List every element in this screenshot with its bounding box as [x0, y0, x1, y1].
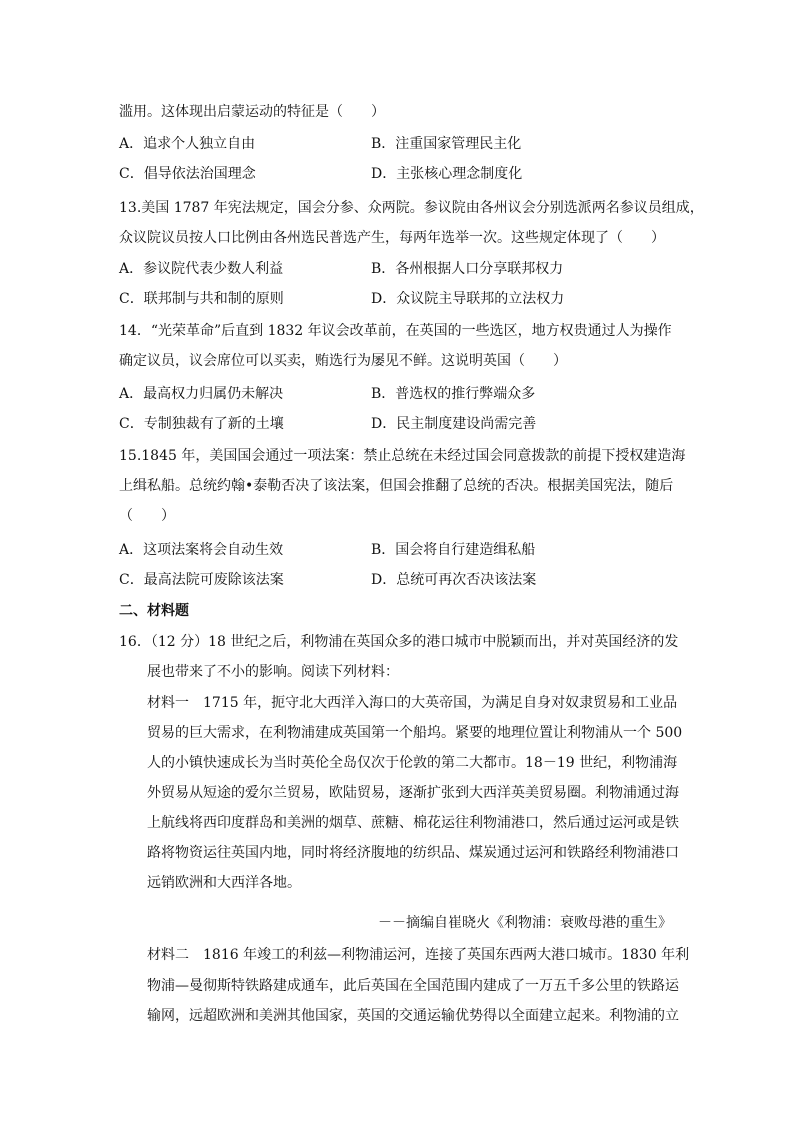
material1-line-5: 上航线将西印度群岛和美洲的烟草、蔗糖、棉花运往利物浦港口，然后通过运河或是铁 [147, 815, 679, 831]
q15-option-b[interactable]: B．国会将自行建造缉私船 [371, 542, 536, 558]
q13-option-c[interactable]: C．联邦制与共和制的原则 [119, 291, 284, 307]
q13-stem-line-2: 众议院议员按人口比例由各州选民普选产生，每两年选举一次。这些规定体现了（ ） [119, 230, 665, 246]
q13-option-d[interactable]: D．众议院主导联邦的立法权力 [371, 291, 565, 307]
material1-line-3: 人的小镇快速成长为当时英伦全岛仅次于伦敦的第二大都市。18－19 世纪，利物浦海 [147, 755, 678, 771]
q14-option-d[interactable]: D．民主制度建设尚需完善 [371, 416, 537, 432]
q16-stem-line-2: 展也带来了不小的影响。阅读下列材料： [147, 664, 399, 680]
q12-option-a[interactable]: A．追求个人独立自由 [119, 136, 256, 152]
q14-stem-line-1: 14．“光荣革命”后直到 1832 年议会改革前，在英国的一些选区，地方权贵通过人为操作 [119, 323, 672, 339]
q15-option-d[interactable]: D．总统可再次否决该法案 [371, 572, 537, 588]
material2-line-1: 材料二 1816 年竣工的利兹—利物浦运河，连接了英国东西两大港口城市。1830 年利 [147, 947, 690, 963]
q15-stem-line-2: 上缉私船。总统约翰•泰勒否决了该法案，但国会推翻了总统的否决。根据美国宪法，随后 [119, 478, 674, 494]
q16-stem-line-1: 16．（12 分）18 世纪之后，利物浦在英国众多的港口城市中脱颖而出，并对英国经济的发 [119, 634, 679, 650]
q12-option-c[interactable]: C．倡导依法治国理念 [119, 166, 256, 182]
material1-line-4: 外贸易从短途的爱尔兰贸易，欧陆贸易，逐渐扩张到大西洋英美贸易圈。利物浦通过海 [147, 785, 679, 801]
section-title: 二、材料题 [119, 603, 189, 619]
material2-line-2: 物浦—曼彻斯特铁路建成通车，此后英国在全国范围内建成了一万五千多公里的铁路运 [147, 978, 679, 994]
material1-line-1: 材料一 1715 年，扼守北大西洋入海口的大英帝国，为满足自身对奴隶贸易和工业品 [147, 695, 678, 711]
material1-line-2: 贸易的巨大需求，在利物浦建成英国第一个船坞。紧要的地理位置让利物浦从一个 500 [147, 725, 683, 741]
q12-option-b[interactable]: B．注重国家管理民主化 [371, 136, 522, 152]
material1-source: －－摘编自崔晓火《利物浦：衰败母港的重生》 [378, 915, 672, 931]
q14-stem-line-2: 确定议员，议会席位可以买卖，贿选行为屡见不鲜。这说明英国（ ） [119, 353, 567, 369]
q13-option-a[interactable]: A．参议院代表少数人利益 [119, 261, 284, 277]
q15-stem-line-3: （ ） [119, 508, 175, 524]
q15-option-a[interactable]: A．这项法案将会自动生效 [119, 542, 284, 558]
q13-option-b[interactable]: B．各州根据人口分享联邦权力 [371, 261, 564, 277]
q14-option-b[interactable]: B．普选权的推行弊端众多 [371, 386, 536, 402]
q14-option-a[interactable]: A．最高权力归属仍未解决 [119, 386, 284, 402]
q14-option-c[interactable]: C．专制独裁有了新的土壤 [119, 416, 284, 432]
q12-option-d[interactable]: D．主张核心理念制度化 [371, 166, 523, 182]
material1-line-7: 远销欧洲和大西洋各地。 [147, 875, 301, 891]
q15-stem-line-1: 15.1845 年，美国国会通过一项法案：禁止总统在未经过国会同意拨款的前提下授权建造海 [119, 448, 686, 464]
q12-stem-tail: 滥用。这体现出启蒙运动的特征是（ ） [119, 104, 385, 120]
q15-option-c[interactable]: C．最高法院可废除该法案 [119, 572, 284, 588]
material1-line-6: 路将物资运往英国内地，同时将经济腹地的纺织品、煤炭通过运河和铁路经利物浦港口 [147, 845, 679, 861]
q13-stem-line-1: 13.美国 1787 年宪法规定，国会分参、众两院。参议院由各州议会分别选派两名参议员组成， [119, 200, 704, 216]
material2-line-3: 输网，远超欧洲和美洲其他国家，英国的交通运输优势得以全面建立起来。利物浦的立 [147, 1008, 679, 1024]
